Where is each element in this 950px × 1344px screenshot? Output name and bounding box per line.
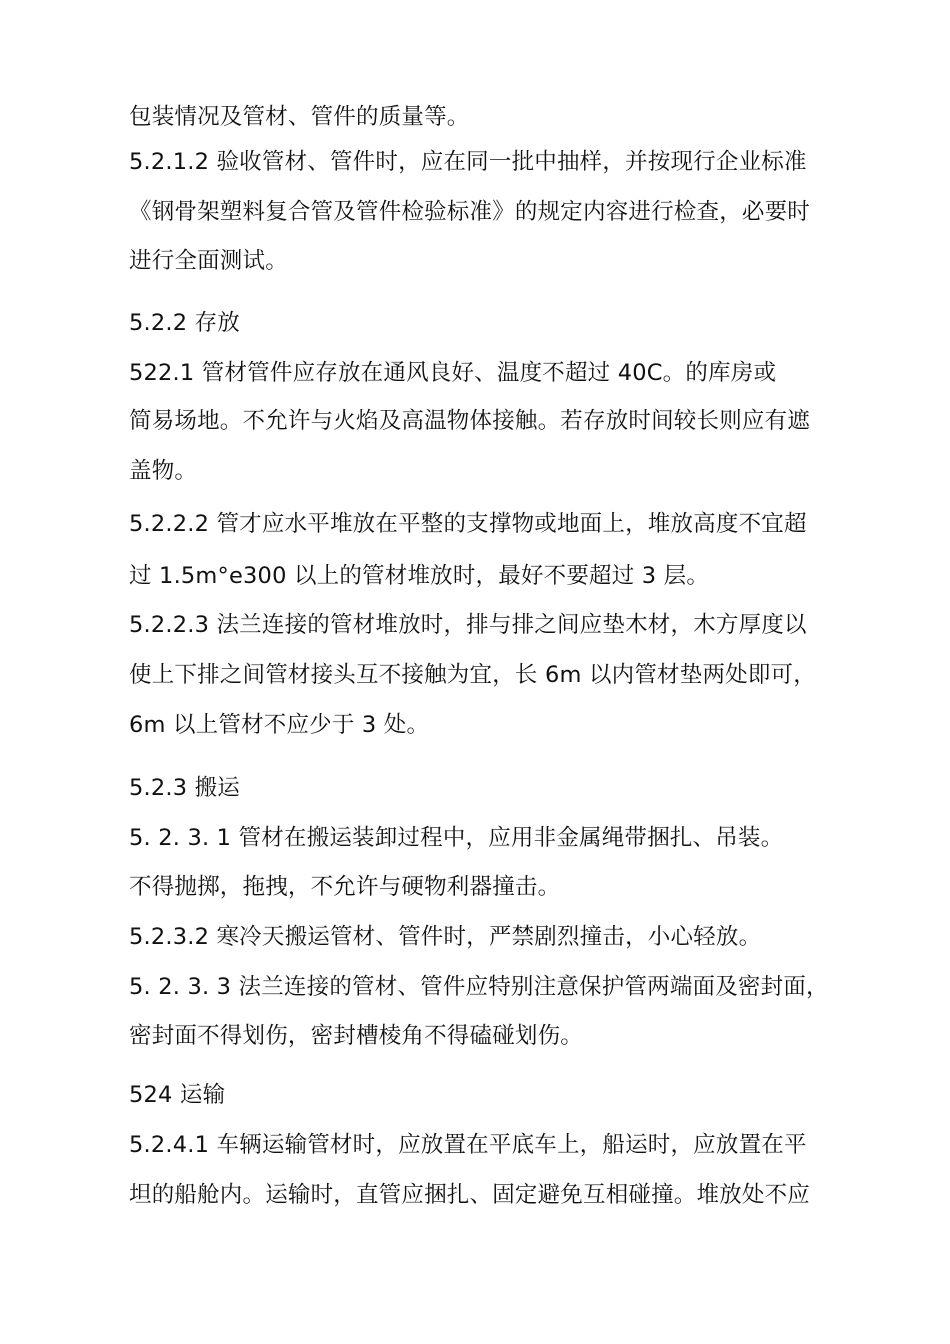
section-heading: 524 运输 [129,1082,226,1108]
text-line: 5.2.2.2 管才应水平堆放在平整的支撑物或地面上，堆放高度不宜超 [129,511,807,537]
text-line: 5.2.3.2 寒冷天搬运管材、管件时，严禁剧烈撞击，小心轻放。 [129,924,762,950]
section-heading: 5.2.3 搬运 [129,775,241,801]
text-line: 不得抛掷，拖拽，不允许与硬物利器撞击。 [129,874,561,900]
text-line: 5. 2. 3. 1 管材在搬运装卸过程中，应用非金属绳带捆扎、吊装。 [129,825,784,851]
text-line: 过 1.5m°e300 以上的管材堆放时，最好不要超过 3 层。 [129,563,710,589]
text-line: 进行全面测试。 [129,248,288,274]
text-line: 包装情况及管材、管件的质量等。 [129,104,470,130]
text-line: 522.1 管材管件应存放在通风良好、温度不超过 40C。的库房或 [129,360,777,386]
text-line: 5.2.1.2 验收管材、管件时，应在同一批中抽样，并按现行企业标准 [129,149,807,175]
text-line: 简易场地。不允许与火焰及高温物体接触。若存放时间较长则应有遮 [129,408,811,434]
text-line: 5.2.2.3 法兰连接的管材堆放时，排与排之间应垫木材，木方厚度以 [129,612,807,638]
text-line: 盖物。 [129,458,198,484]
text-line: 《钢骨架塑料复合管及管件检验标准》的规定内容进行检查，必要时 [129,199,811,225]
text-line: 坦的船舱内。运输时，直管应捆扎、固定避免互相碰撞。堆放处不应 [129,1182,811,1208]
text-line: 5.2.4.1 车辆运输管材时，应放置在平底车上，船运时，应放置在平 [129,1132,807,1158]
text-line: 密封面不得划伤，密封槽棱角不得磕碰划伤。 [129,1023,584,1049]
text-line: 使上下排之间管材接头互不接触为宜，长 6m 以内管材垫两处即可， [129,662,816,688]
text-line: 5. 2. 3. 3 法兰连接的管材、管件应特别注意保护管两端面及密封面， [129,974,829,1000]
section-heading: 5.2.2 存放 [129,310,241,336]
text-line: 6m 以上管材不应少于 3 处。 [129,712,430,738]
